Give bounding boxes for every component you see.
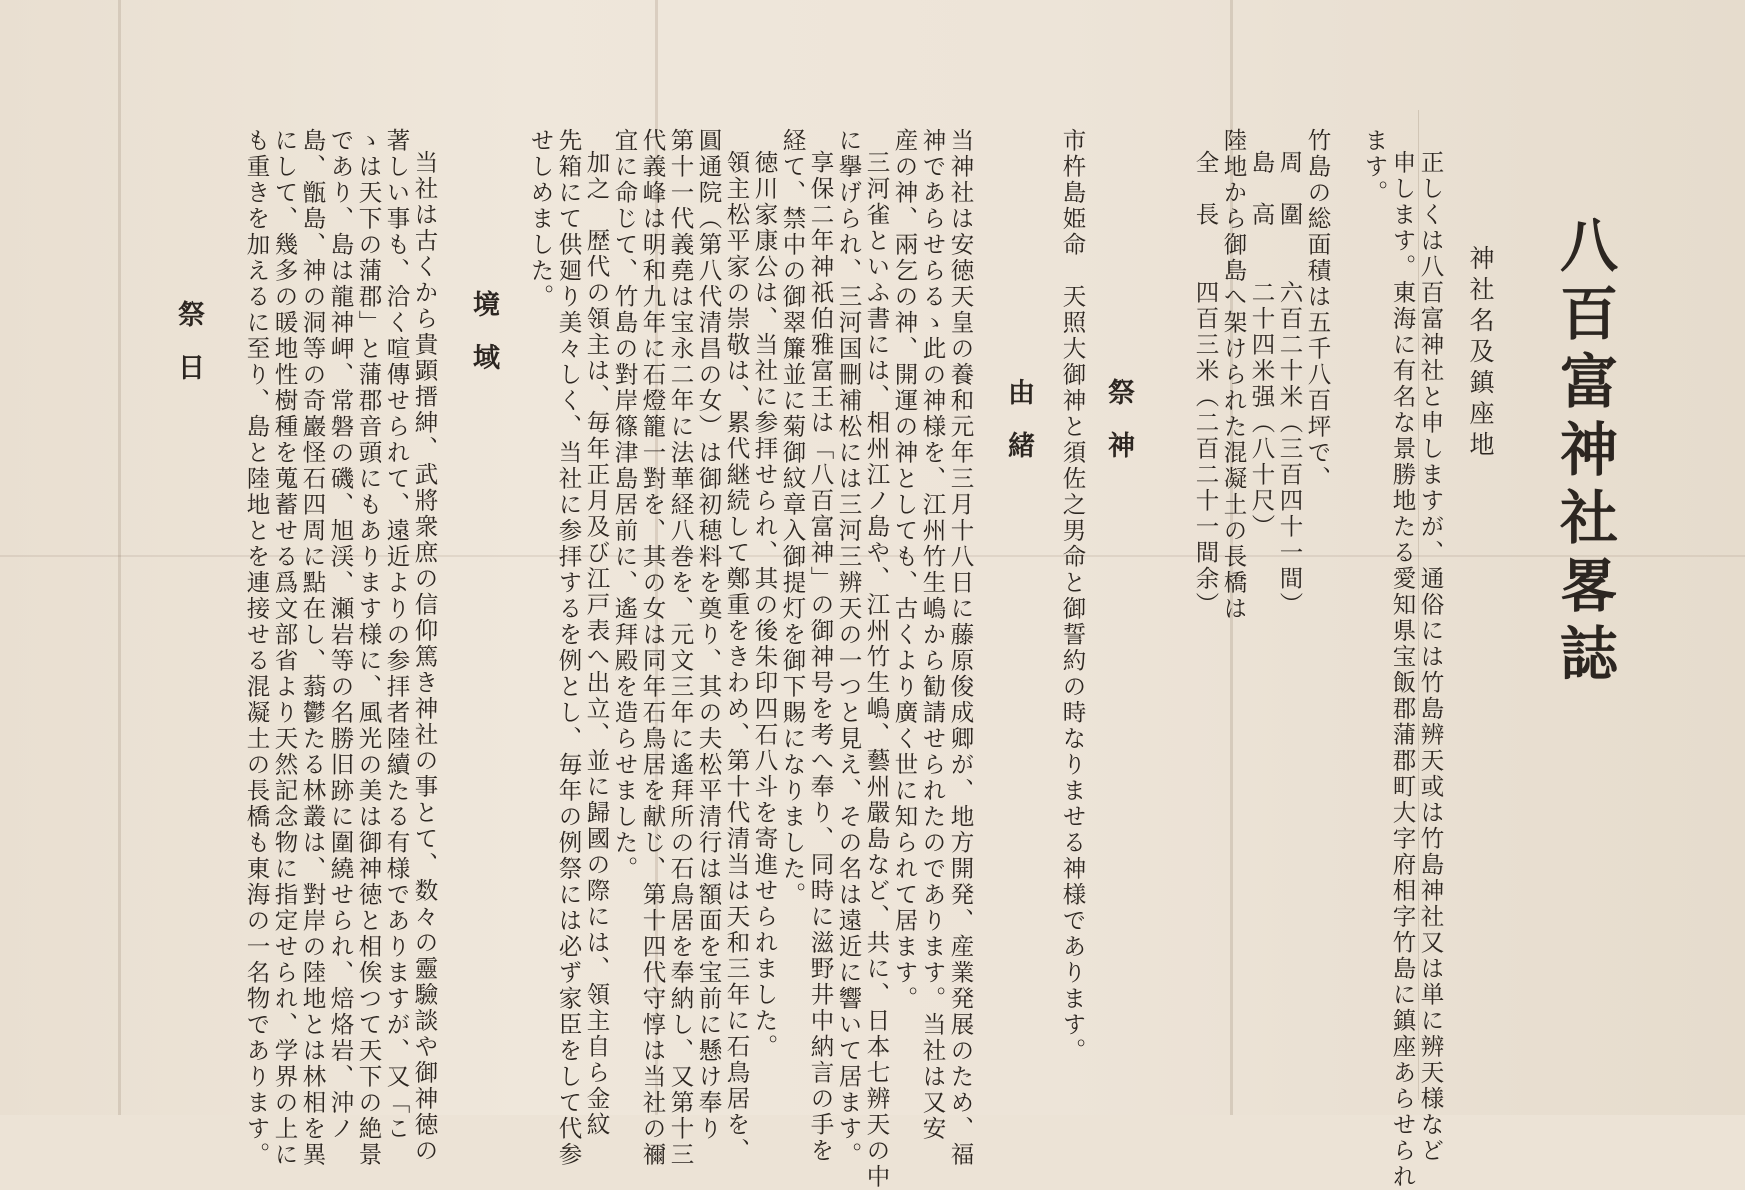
body-line: 先箱にて供廻り美々しく、当社に参拝するを例とし、毎年の例祭には必ず家臣をして代参 xyxy=(554,128,583,1168)
body-line: 産の神、兩乞の神、開運の神としても、古くより廣く世に知られて居ます。 xyxy=(890,128,919,1012)
body-line: 当神社は安徳天皇の養和元年三月十八日に藤原俊成卿が、地方開発、産業発展のため、福 xyxy=(946,128,975,1168)
body-line: 代義峰は明和九年に石燈籠一對を、其の女は同年石鳥居を献じ、第十四代守惇は当社の禰 xyxy=(638,128,667,1168)
body-line: にして、幾多の暖地性樹種を蒐蓄せる爲文部省より天然記念物に指定せられ、学界の上に xyxy=(270,128,299,1168)
body-line: 正しくは八百富神社と申しますが、通俗には竹島辨天或は竹島神社又は単に辨天様など xyxy=(1416,150,1445,1164)
section-heading-origin: 由緒 xyxy=(1003,378,1034,484)
body-line: 加之 歴代の領主は、毎年正月及び江戸表へ出立、並に歸國の際には、領主自ら金紋 xyxy=(582,150,611,1138)
document-title: 八百富神社畧誌 xyxy=(1550,215,1618,691)
body-line: 市杵島姫命 天照大御神と須佐之男命と御誓約の時なりませる神様であります。 xyxy=(1058,128,1087,1064)
body-line: 島、甑島、神の洞等の奇巖怪石四周に點在し、蓊鬱たる林叢は、對岸の陸地とは林相を異 xyxy=(298,128,327,1168)
section-heading-name-location: 神社名及鎮座地 xyxy=(1466,245,1495,462)
body-line: 当社は古くから貴顕搢紳、武將衆庶の信仰篤き神社の事とて、数々の靈驗談や御神徳の xyxy=(410,150,439,1164)
body-line: 島 高 二十四米强（八十尺） xyxy=(1247,150,1276,540)
body-line: 領主松平家の崇敬は、累代継続して鄭重をきわめ、第十代清当は天和三年に石鳥居を、 xyxy=(722,150,751,1164)
body-line: も重きを加えるに至り、島と陸地とを連接せる混凝土の長橋も東海の一名物であります。 xyxy=(242,128,271,1168)
body-line: 経て、禁中の御翠簾並に菊御紋章入御提灯を御下賜になりました。 xyxy=(778,128,807,908)
body-line: せしめました。 xyxy=(526,128,555,310)
body-line: 周 圍 六百二十米（三百四十一間） xyxy=(1275,150,1304,618)
body-line: 第十一代義堯は宝永二年に法華経八巻を、元文三年に遙拜所の石鳥居を奉納し、又第十三 xyxy=(666,128,695,1168)
section-heading-deity: 祭神 xyxy=(1103,378,1134,484)
body-line: 宜に命じて、竹島の對岸篠津島居前に、遙拜殿を造らせました。 xyxy=(610,128,639,882)
body-line: 著しい事も、洽く喧傳せられて、遠近よりの参拝者陸續たる有様でありますが、又「こ xyxy=(382,128,411,1142)
body-line: 神であらせらるゝ此の神様を、江州竹生嶋から勧請せられたのであります。当社は又安 xyxy=(918,128,947,1142)
body-line: 竹島の総面積は五千八百坪で、 xyxy=(1303,128,1332,492)
body-line: ます。 xyxy=(1360,128,1389,206)
section-heading-festival: 祭日 xyxy=(173,300,204,406)
body-line: 申します。東海に有名な景勝地たる愛知県宝飯郡蒲郡町大字府相字竹島に鎮座あらせられ xyxy=(1388,150,1417,1190)
body-line: 享保二年神祇伯雅富王は「八百富神」の御神号を考へ奉り、同時に滋野井中納言の手を xyxy=(806,150,835,1164)
fold-line xyxy=(118,0,121,1115)
body-line: ゝは天下の蒲郡」と蒲郡音頭にもあります様に、風光の美は御神徳と相俟つて天下の絶景 xyxy=(354,128,383,1168)
body-line: であり、島は龍神岬、常磐の磯、旭渓、瀬岩等の名勝旧跡に圍繞せられ、焙烙岩、沖ノ xyxy=(326,128,355,1142)
body-line: 全 長 四百三米（二百二十一間余） xyxy=(1191,150,1220,618)
section-heading-precinct: 境域 xyxy=(468,290,499,396)
body-line: に擧げられ、三河国刪補松には三河三辨天の一つと見え、その名は遠近に響いて居ます。 xyxy=(834,128,863,1168)
body-line: 徳川家康公は、当社に参拝せられ、其の後朱印四石八斗を寄進せられました。 xyxy=(750,150,779,1060)
body-line: 圓通院（第八代清昌の女）は御初穂料を奠り、其の夫松平清行は額面を宝前に懸け奉り xyxy=(694,128,723,1142)
body-line: 三河雀といふ書には、相州江ノ島や、江州竹生嶋、藝州嚴島など、共に、日本七辨天の中 xyxy=(862,150,891,1190)
body-line: 陸地から御島へ架けられた混凝土の長橋は xyxy=(1219,128,1248,622)
